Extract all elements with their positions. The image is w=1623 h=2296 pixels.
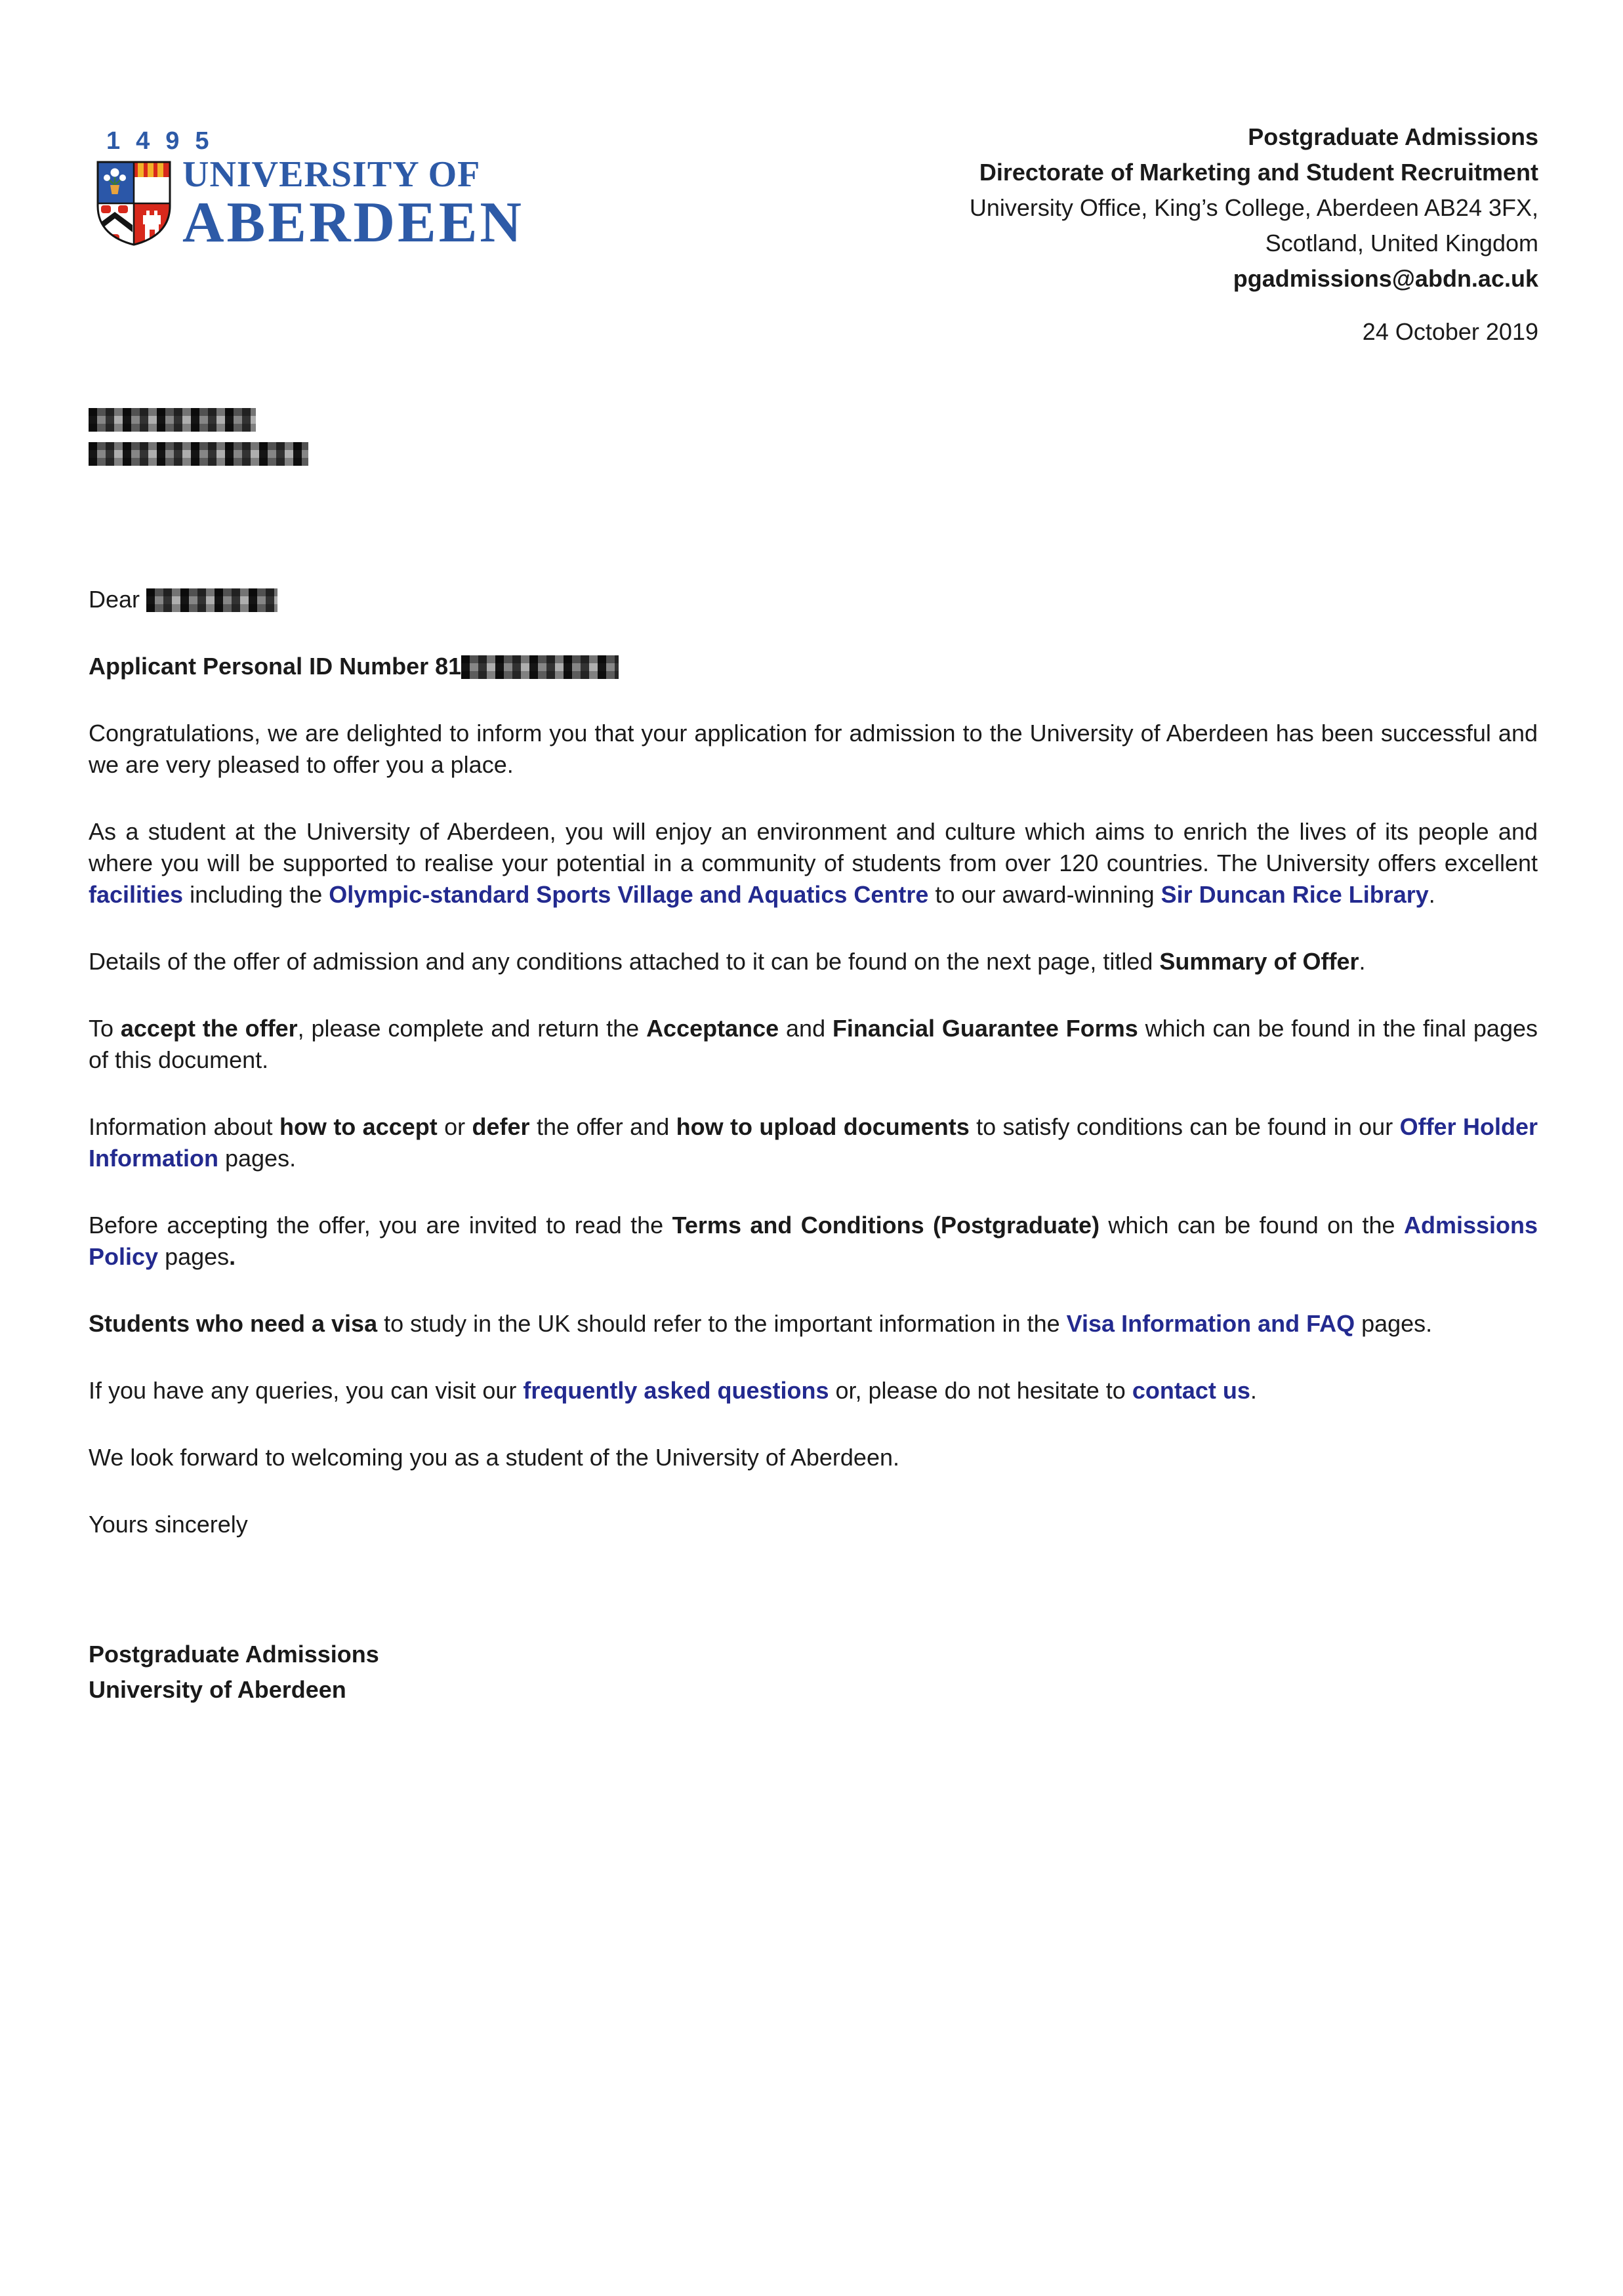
text-run: If you have any queries, you can visit our: [89, 1377, 524, 1404]
olympic-standard-sports-village-and-aquatics-centre-link[interactable]: Olympic-standard Sports Village and Aquatics Centre: [329, 881, 929, 908]
redacted-recipient-name: [89, 408, 256, 432]
sender-address-block: [970, 119, 1538, 297]
text-run: which can be found on the: [1099, 1212, 1404, 1239]
salutation: [89, 584, 1538, 615]
wordmark-line-1: UNIVERSITY OF: [182, 154, 481, 195]
text-run: accept the offer: [120, 1015, 298, 1042]
university-logo: [96, 127, 524, 255]
text-run: University of Aberdeen: [89, 1676, 346, 1703]
text-run: how to accept: [279, 1113, 438, 1140]
sender-address-line-2: Scotland, United Kingdom: [1265, 230, 1538, 256]
text-run: We look forward to welcoming you as a student of the University of Aberdeen.: [89, 1444, 899, 1471]
sender-dept: Postgraduate Admissions: [1248, 123, 1538, 150]
text-run: to our award-winning: [928, 881, 1161, 908]
text-run: To: [89, 1015, 121, 1042]
university-wordmark: [182, 154, 524, 255]
text-run: Congratulations, we are delighted to inform you that your application for admission to the University of Aberdeen has been successful and we are very pleased to offer you a place.: [89, 720, 1538, 778]
para-terms-conditions: [89, 1210, 1538, 1273]
text-run: Before accepting the offer, you are invited to read the: [89, 1212, 672, 1239]
text-run: Information about: [89, 1113, 279, 1140]
text-run: defer: [472, 1113, 530, 1140]
text-run: to satisfy conditions can be found in our: [969, 1113, 1400, 1140]
text-run: Applicant Personal ID Number 81: [89, 653, 462, 680]
offer-holder-information-link[interactable]: Offer Holder Information: [89, 1113, 1538, 1172]
text-run: including the: [183, 881, 329, 908]
redacted-text: [461, 655, 619, 679]
letter-body: [89, 584, 1538, 1741]
text-run: pages.: [218, 1145, 297, 1172]
sir-duncan-rice-library-link[interactable]: Sir Duncan Rice Library: [1161, 881, 1429, 908]
para-summary-of-offer: [89, 946, 1538, 977]
signature-org: [89, 1674, 1538, 1706]
university-crest-icon: [96, 160, 172, 247]
text-run: how to upload documents: [676, 1113, 970, 1140]
text-run: As a student at the University of Aberdeen, you will enjoy an environment and culture which aims to enrich the lives of its people and where you will be supported to realise your potential in a community of students from over 120 countries. The University offers excellent: [89, 818, 1538, 876]
redacted-recipient-address: [89, 442, 308, 466]
text-run: Students who need a visa: [89, 1310, 378, 1337]
visa-information-and-faq-link[interactable]: Visa Information and FAQ: [1066, 1310, 1355, 1337]
contact-us-link[interactable]: contact us: [1132, 1377, 1250, 1404]
recipient-address-block: [89, 408, 308, 476]
para-queries: [89, 1375, 1538, 1406]
text-run: Summary of Offer: [1159, 948, 1359, 975]
text-run: Acceptance: [646, 1015, 779, 1042]
logo-year: 1495: [106, 127, 225, 155]
sender-email: pgadmissions@abdn.ac.uk: [1233, 265, 1538, 292]
facilities-link[interactable]: facilities: [89, 881, 184, 908]
frequently-asked-questions-link[interactable]: frequently asked questions: [523, 1377, 829, 1404]
text-run: pages.: [1355, 1310, 1433, 1337]
text-run: and: [779, 1015, 832, 1042]
text-run: or, please do not hesitate to: [829, 1377, 1132, 1404]
text-run: .: [1428, 881, 1435, 908]
para-accept-offer: [89, 1013, 1538, 1076]
redacted-text: [146, 588, 277, 612]
text-run: which can be found in the final pages of this document.: [89, 1015, 1538, 1073]
para-student-experience: [89, 816, 1538, 911]
text-run: Postgraduate Admissions: [89, 1641, 379, 1668]
text-run: the offer and: [529, 1113, 676, 1140]
para-welcome: [89, 1442, 1538, 1473]
para-congratulations: [89, 718, 1538, 781]
sender-address-line-1: University Office, King’s College, Aberdeen AB24 3FX,: [969, 194, 1538, 221]
text-run: .: [1250, 1377, 1257, 1404]
sender-directorate: Directorate of Marketing and Student Recruitment: [979, 159, 1538, 186]
text-run: Dear: [89, 586, 147, 613]
wordmark-line-2: ABERDEEN: [182, 191, 524, 255]
para-visa: [89, 1308, 1538, 1340]
text-run: Details of the offer of admission and any conditions attached to it can be found on the next page, titled: [89, 948, 1160, 975]
text-run: Terms and Conditions (Postgraduate): [672, 1212, 1100, 1239]
text-run: .: [229, 1243, 236, 1270]
letter-date: 24 October 2019: [1362, 318, 1538, 345]
text-run: to study in the UK should refer to the important information in the: [377, 1310, 1067, 1337]
text-run: , please complete and return the: [297, 1015, 647, 1042]
signature-dept: [89, 1639, 1538, 1670]
text-run: Yours sincerely: [89, 1511, 248, 1538]
text-run: pages: [158, 1243, 230, 1270]
text-run: Financial Guarantee Forms: [832, 1015, 1138, 1042]
para-closing: [89, 1509, 1538, 1540]
text-run: or: [437, 1113, 472, 1140]
text-run: .: [1359, 948, 1366, 975]
applicant-id: [89, 651, 1538, 682]
para-how-to-accept: [89, 1111, 1538, 1174]
admissions-policy-link[interactable]: Admissions Policy: [89, 1212, 1538, 1270]
